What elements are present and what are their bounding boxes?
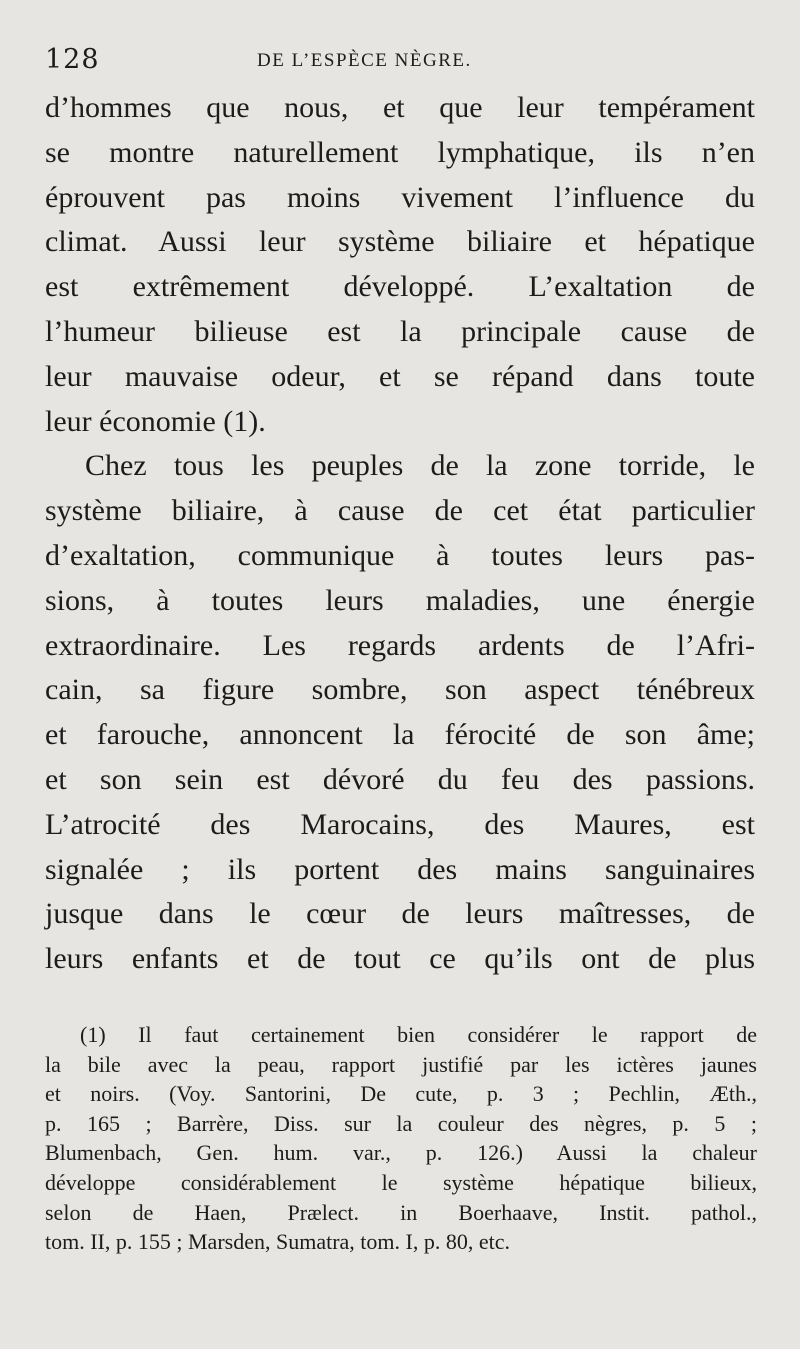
footnote-line: (1) Il faut certainement bien considérer le rapport de [80,1022,757,1047]
page-number: 128 [45,44,100,75]
text-line: système biliaire, à cause de cet état particulier [45,494,755,528]
text-line: se montre naturellement lymphatique, ils n’en [45,135,755,169]
text-line: et son sein est dévoré du feu des passions. [45,762,755,796]
text-line: est extrêmement développé. L’exaltation de [45,270,755,304]
text-line: L’atrocité des Marocains, des Maures, est [45,807,755,841]
text-line: sions, à toutes leurs maladies, une énergie [45,583,755,617]
text-line: leur économie (1). [45,404,266,438]
text-line: signalée ; ils portent des mains sanguinaires [45,852,755,886]
text-line: l’humeur bilieuse est la principale cause de [45,314,755,348]
body-text [45,86,755,982]
text-line: d’hommes que nous, et que leur tempérament [45,91,755,124]
footnote-line: développe considérablement le système hépatique bilieux, [45,1169,757,1195]
text-line: jusque dans le cœur de leurs maîtresses, de [45,897,755,931]
footnote-line: selon de Haen, Prælect. in Boerhaave, Instit. pathol., [45,1199,757,1225]
text-line: cain, sa figure sombre, son aspect ténébreux [45,673,755,707]
text-line: éprouvent pas moins vivement l’influence du [45,180,755,214]
footnote-line: tom. II, p. 155 ; Marsden, Sumatra, tom. I, p. 80, etc. [45,1229,510,1255]
text-line: extraordinaire. Les regards ardents de l’Afri- [45,628,755,662]
footnote [45,1020,757,1257]
footnote-line: Blumenbach, Gen. hum. var., p. 126.) Aussi la chaleur [45,1140,757,1166]
footnote-line: et noirs. (Voy. Santorini, De cute, p. 3 ; Pechlin, Æth., [45,1081,757,1107]
text-line: d’exaltation, communique à toutes leurs pas- [45,538,755,572]
text-line: climat. Aussi leur système biliaire et hépatique [45,225,755,259]
text-line: leurs enfants et de tout ce qu’ils ont de plus [45,942,755,976]
text-line: et farouche, annoncent la férocité de son âme; [45,718,755,752]
footnote-line: la bile avec la peau, rapport justifié par les ictères jaunes [45,1051,757,1077]
text-line: leur mauvaise odeur, et se répand dans toute [45,359,755,393]
footnote-line: p. 165 ; Barrère, Diss. sur la couleur des nègres, p. 5 ; [45,1110,757,1136]
text-line: Chez tous les peuples de la zone torride, le [85,449,755,483]
running-title: DE L’ESPÈCE NÈGRE. [257,50,472,71]
page-header [45,44,755,80]
